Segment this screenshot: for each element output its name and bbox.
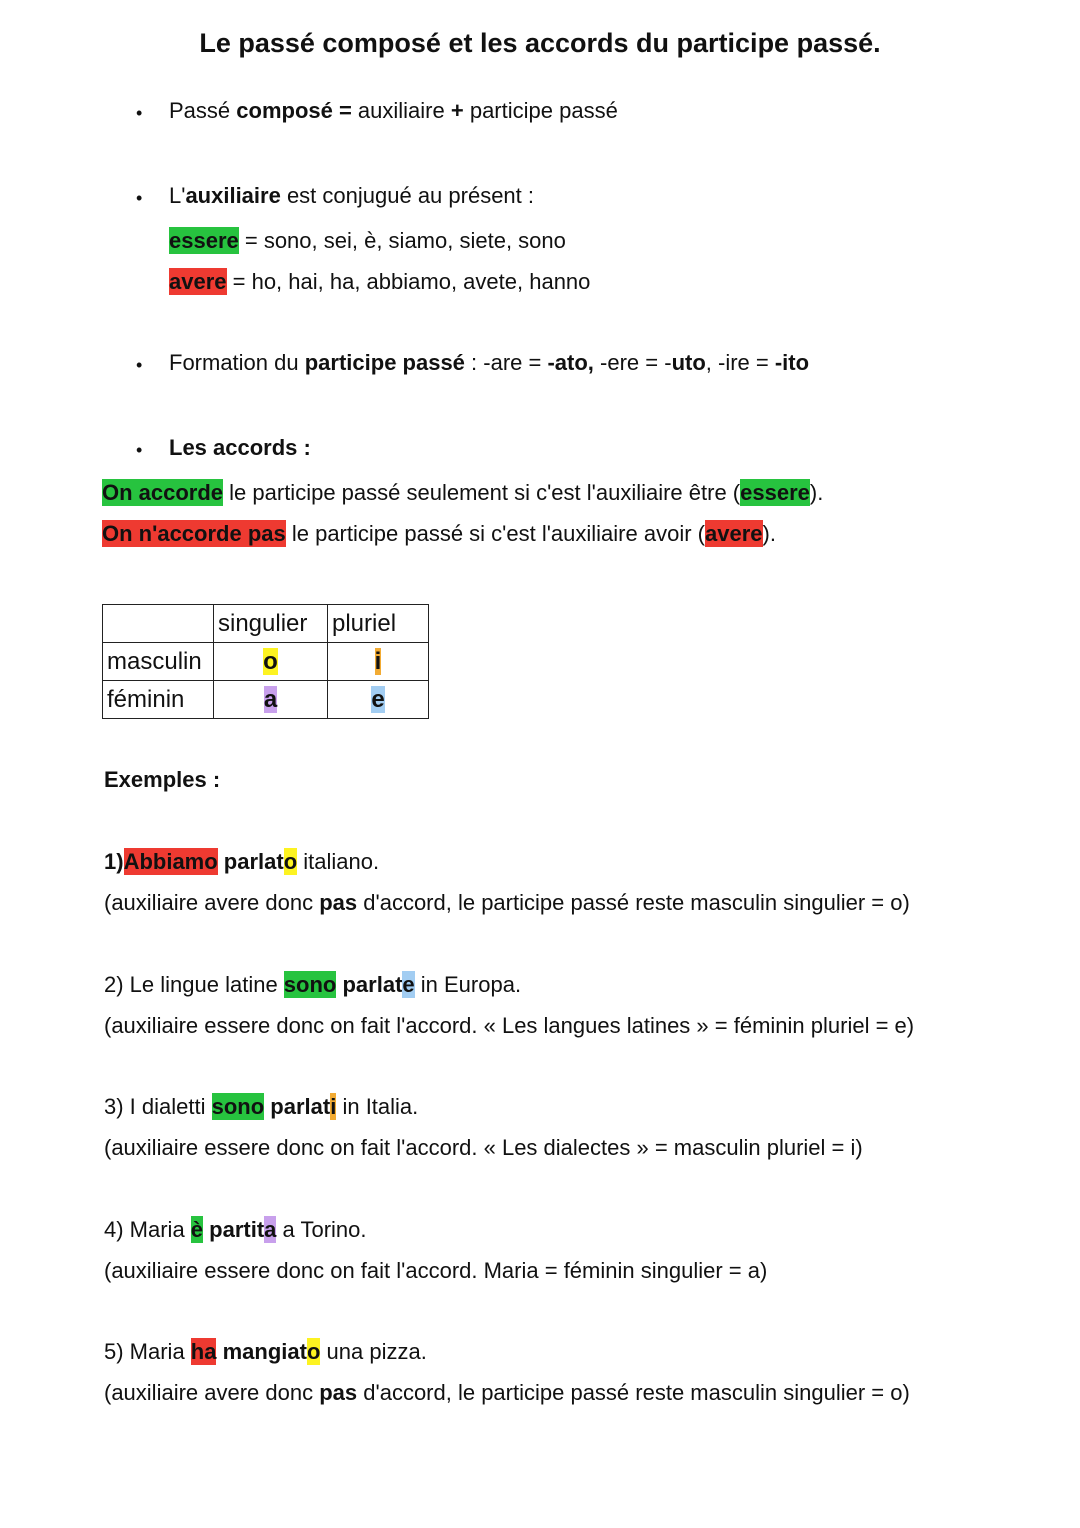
table-header-row — [103, 605, 429, 643]
example-5-explanation: (auxiliaire avere donc pas d'accord, le participe passé reste masculin singulier = o) — [104, 1380, 910, 1405]
bullet-dot: • — [136, 440, 143, 460]
example-1-explanation: (auxiliaire avere donc pas d'accord, le participe passé reste masculin singulier = o) — [104, 890, 910, 915]
bullet-dot: • — [136, 355, 143, 375]
bullet-dot: • — [136, 188, 143, 208]
rule-accorde: On accorde le participe passé seulement si c'est l'auxiliaire être (essere). — [102, 480, 824, 505]
example-1: 1)Abbiamo parlato italiano. — [104, 849, 380, 874]
example-2: 2) Le lingue latine sono parlate in Europa. — [104, 972, 522, 997]
example-3: 3) I dialetti sono parlati in Italia. — [104, 1094, 419, 1119]
example-3-explanation: (auxiliaire essere donc on fait l'accord. « Les dialectes » = masculin pluriel = i) — [104, 1135, 863, 1160]
table-header-cell — [103, 605, 214, 643]
essere-highlight: essere — [169, 228, 239, 253]
example-2-explanation: (auxiliaire essere donc on fait l'accord. « Les langues latines » = féminin pluriel = e) — [104, 1013, 915, 1038]
table-row-label: masculin — [103, 643, 214, 681]
table-row-label: féminin — [103, 681, 214, 719]
essere-conjugation: essere = sono, sei, è, siamo, siete, sono — [169, 228, 566, 253]
example-5: 5) Maria ha mangiato una pizza. — [104, 1339, 427, 1364]
ending-i: i — [374, 647, 382, 675]
accords-heading: Les accords : — [169, 435, 311, 460]
avere-conjugation: avere = ho, hai, ha, abbiamo, avete, hanno — [169, 269, 591, 294]
examples-heading: Exemples : — [104, 767, 221, 792]
ending-e: e — [371, 685, 385, 713]
bullet-passe-compose: Passé composé = auxiliaire + participe passé — [169, 98, 618, 123]
bullet-formation: Formation du participe passé : -are = -ato, -ere = -uto, -ire = -ito — [169, 350, 810, 375]
table-header-cell: pluriel — [328, 605, 429, 643]
table-row — [103, 681, 429, 719]
ending-o: o — [263, 647, 278, 675]
page-title: Le passé composé et les accords du participe passé. — [199, 28, 881, 58]
table-row — [103, 643, 429, 681]
bullet-dot: • — [136, 103, 143, 123]
bullet-auxiliaire: L'auxiliaire est conjugué au présent : — [169, 183, 534, 208]
table-header-cell: singulier — [214, 605, 328, 643]
agreement-table — [102, 604, 429, 719]
example-4: 4) Maria è partita a Torino. — [104, 1217, 367, 1242]
example-4-explanation: (auxiliaire essere donc on fait l'accord. Maria = féminin singulier = a) — [104, 1258, 768, 1283]
ending-a: a — [263, 685, 278, 713]
rule-accorde-pas: On n'accorde pas le participe passé si c'est l'auxiliaire avoir (avere). — [102, 521, 776, 546]
avere-highlight: avere — [169, 269, 227, 294]
